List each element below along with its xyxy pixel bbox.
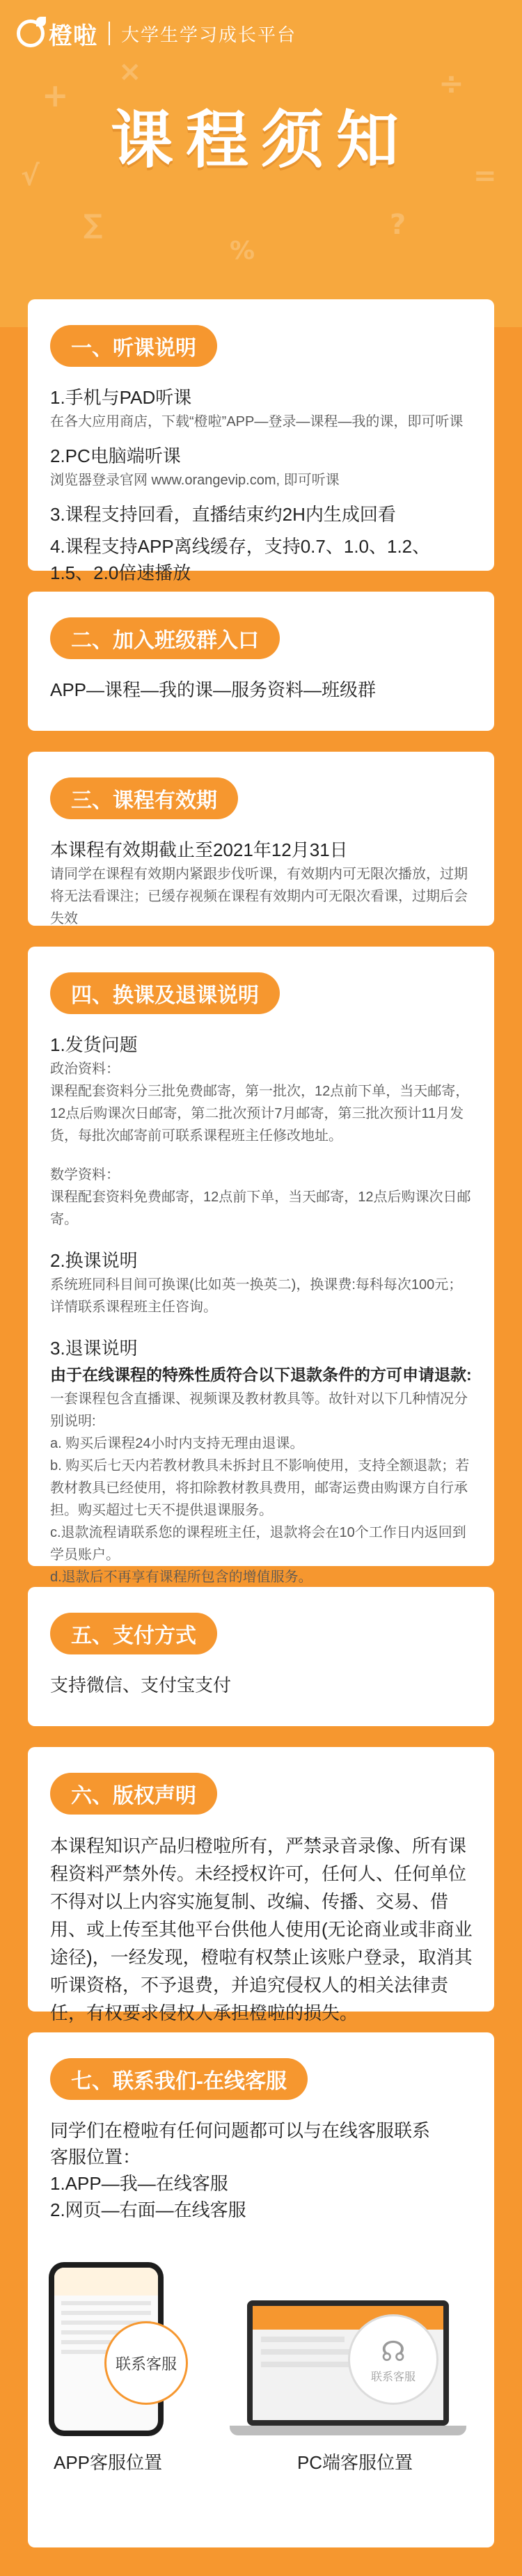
refund-heading-3: 3.退课说明 (50, 1338, 138, 1359)
decor-symbol: × (118, 56, 142, 88)
section-card-group (28, 592, 494, 731)
contact-item-app: 1.APP—我—在线客服 (50, 2173, 228, 2194)
headset-icon: ☊ (381, 2336, 406, 2367)
validity-heading: 本课程有效期截止至2021年12月31日 (50, 839, 348, 860)
section-title-group: 二、加入班级群入口 (50, 617, 280, 659)
pc-support-highlight (348, 2314, 438, 2405)
refund-text-3e: d.退款后不再享有课程所包含的增值服务。 (50, 1570, 313, 1585)
listen-heading-2: 2.PC电脑端听课 (50, 445, 181, 466)
section-title-payment: 五、支付方式 (50, 1613, 217, 1654)
refund-heading-1: 1.发货问题 (50, 1034, 138, 1055)
refund-text-1b: 课程配套资料分三批免费邮寄，第一批次，12点前下单，当天邮寄，12点后购课次日邮寄，第二批次预计7月邮寄，第三批次预计11月发货，每批次邮寄前可联系课程班主任修改地址。 (50, 1084, 470, 1144)
refund-text-1a: 政治资料： (50, 1061, 120, 1077)
contact-intro: 同学们在橙啦有任何问题都可以与在线客服联系 (50, 2120, 431, 2141)
refund-text-1c: 数学资料： (50, 1167, 120, 1183)
copyright-text: 本课程知识产品归橙啦所有，严禁录音录像、所有课程资料严禁外传。未经授权许可，任何人、任何单位不得对以上内容实施复制、改编、传播、交易、借用、或上传至其他平台供他人使用(无论商业或非商业途径)，一经发现，橙啦有权禁止该账户登录，取消其听课资格，不予退费，并追究侵权人的相关法律责任，有权要求侵权人承担橙啦的损失。 (50, 1835, 473, 2023)
section-card-payment (28, 1587, 494, 1726)
decor-symbol: ? (390, 209, 406, 241)
section-card-refund (28, 947, 494, 1585)
contact-location-label: 客服位置： (50, 2147, 141, 2167)
app-support-highlight (104, 2321, 188, 2405)
logo-icon (17, 19, 45, 47)
app-caption: APP客服位置 (53, 2452, 163, 2473)
refund-heading-3b: 由于在线课程的特殊性质符合以下退款条件的方可申请退款: (50, 1366, 472, 1384)
header-tagline: 大学生学习成长平台 (121, 24, 297, 45)
listen-heading-3: 3.课程支持回看，直播结束约2H内生成回看 (50, 504, 396, 525)
section-card-copyright (28, 1747, 494, 2023)
listen-heading-1: 1.手机与PAD听课 (50, 387, 192, 408)
app-support-label: 联系客服 (115, 2355, 177, 2373)
section-card-listen (28, 299, 494, 583)
refund-text-3b: a. 购买后课程24小时内支持无理由退课。 (50, 1436, 304, 1451)
validity-text: 请同学在课程有效期内紧跟步伐听课，有效期内可无限次播放，过期将无法看课注；已缓存视频在课程有效期内可无限次看课，过期后会失效 (50, 867, 468, 926)
refund-text-3c: b. 购买后七天内若教材教具未拆封且不影响使用，支持全额退款；若教材教具已经使用，将扣除教材教具费用，邮寄运费由购课方自行承担。购买超过七天不提供退课服务。 (50, 1458, 470, 1518)
listen-text-1: 在各大应用商店，下载“橙啦”APP—登录—课程—我的课，即可听课 (50, 414, 464, 429)
decor-symbol: = (473, 160, 497, 192)
decor-symbol: + (42, 77, 69, 114)
header-divider (109, 22, 110, 45)
decor-symbol: ∑ (84, 209, 103, 239)
refund-heading-2: 2.换课说明 (50, 1250, 138, 1271)
section-title-copyright: 六、版权声明 (50, 1773, 217, 1815)
app-header (17, 13, 296, 54)
listen-heading-4: 4.课程支持APP离线缓存，支持0.7、1.0、1.2、1.5、2.0倍速播放 (50, 536, 431, 583)
group-entry-text: APP—课程—我的课—服务资料—班级群 (50, 679, 377, 700)
pc-caption: PC端客服位置 (296, 2452, 413, 2473)
refund-text-2: 系统班同科目间可换课(比如英一换英二)，换课费:每科每次100元；详情联系课程班主任咨询。 (50, 1277, 463, 1315)
app-profile-header (54, 2268, 158, 2296)
contact-item-web: 2.网页—右面—在线客服 (50, 2199, 246, 2220)
decor-symbol: % (230, 237, 255, 265)
logo-text: 橙啦 (49, 22, 97, 49)
payment-text: 支持微信、支付宝支付 (50, 1675, 232, 1696)
pc-support-label: 联系客服 (370, 2371, 416, 2383)
listen-text-2: 浏览器登录官网 www.orangevip.com, 即可听课 (50, 473, 340, 488)
section-title-listen: 一、听课说明 (50, 325, 217, 367)
page-title: 课程须知 (111, 106, 411, 175)
section-title-validity: 三、课程有效期 (50, 777, 238, 819)
refund-text-1d: 课程配套资料免费邮寄，12点前下单，当天邮寄，12点后购课次日邮寄。 (50, 1190, 471, 1227)
laptop-base (230, 2426, 466, 2435)
refund-text-3d: c.退款流程请联系您的课程班主任，退款将会在10个工作日内返回到学员账户。 (50, 1525, 466, 1563)
decor-symbol: ÷ (438, 66, 464, 102)
contact-illustrations (28, 2262, 494, 2485)
section-card-validity (28, 752, 494, 926)
decor-symbol: √ (21, 160, 40, 192)
section-title-contact: 七、联系我们-在线客服 (50, 2058, 308, 2100)
refund-text-3a: 一套课程包含直播课、视频课及教材教具等。故针对以下几种情况分别说明: (50, 1391, 468, 1429)
section-title-refund: 四、换课及退课说明 (50, 972, 280, 1014)
section-card-contact (28, 2032, 494, 2547)
